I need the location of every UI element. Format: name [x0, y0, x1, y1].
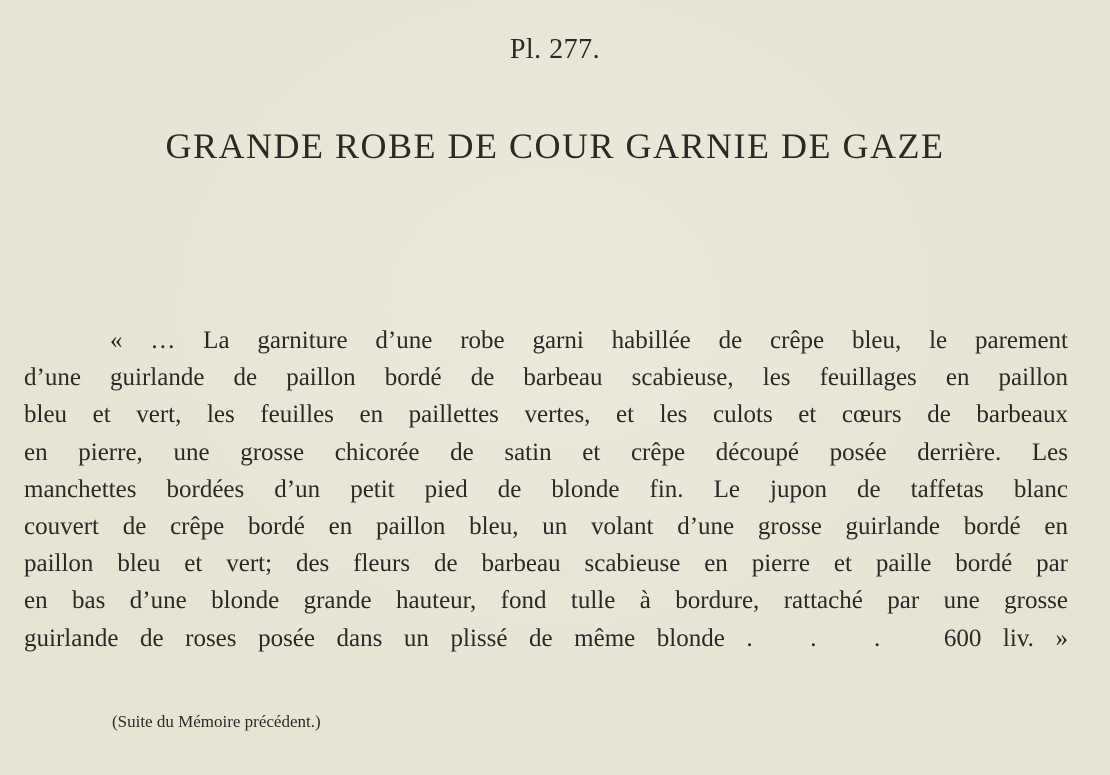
body-paragraph [24, 322, 1068, 657]
body-last-line [24, 620, 1068, 657]
footnote: (Suite du Mémoire précédent.) [112, 712, 321, 731]
body-line: en pierre, une grosse chicorée de satin et crêpe découpé posée derrière. Les [24, 438, 1068, 466]
body-line: manchettes bordées d’un petit pied de blonde fin. Le jupon de taffetas blanc [24, 475, 1068, 503]
page-title: GRANDE ROBE DE COUR GARNIE DE GAZE [165, 126, 945, 166]
plate-number: Pl. 277. [509, 34, 601, 65]
body-line: « … La garniture d’une robe garni habillée de crêpe bleu, le parement [110, 327, 1068, 354]
body-last-line-text: guirlande de roses posée dans un plissé de même blonde [24, 624, 725, 652]
body-line: bleu et vert, les feuilles en paillettes vertes, et les culots et cœurs de barbeaux [24, 401, 1068, 429]
body-line: couvert de crêpe bordé en paillon bleu, un volant d’une grosse guirlande bordé en [24, 513, 1068, 541]
leader-dots: . . . [746, 624, 899, 652]
body-line: en bas d’une blonde grande hauteur, fond tulle à bordure, rattaché par une grosse [24, 587, 1068, 615]
body-line: paillon bleu et vert; des fleurs de barbeau scabieuse en pierre et paille bordé par [24, 550, 1068, 578]
price: 600 liv. » [943, 624, 1068, 652]
body-line: d’une guirlande de paillon bordé de barbeau scabieuse, les feuillages en paillon [24, 364, 1068, 392]
